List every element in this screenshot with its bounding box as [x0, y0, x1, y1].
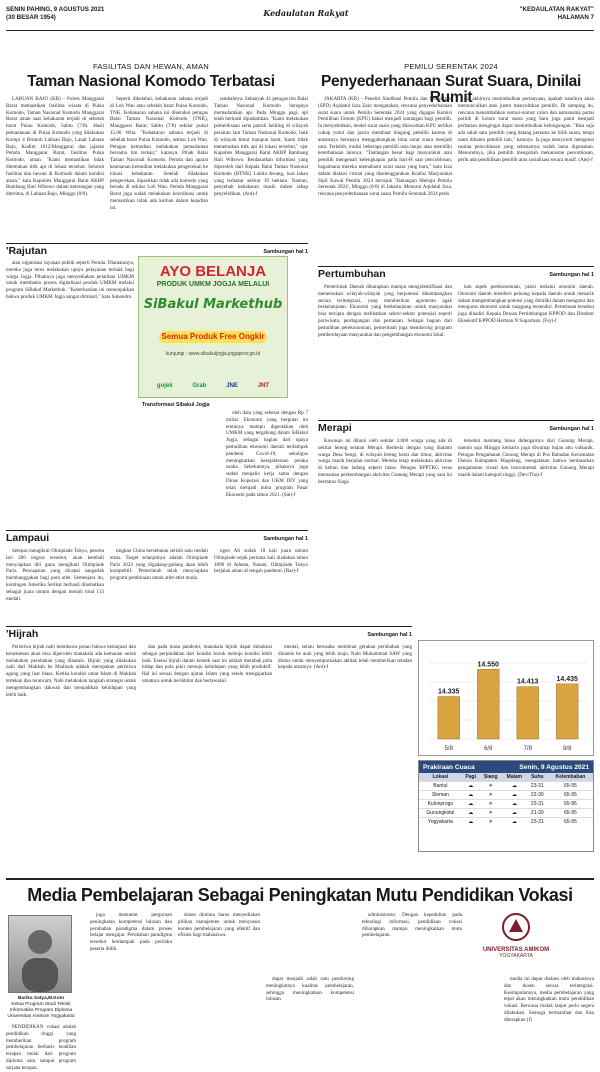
lampaui-col-2 [110, 548, 208, 620]
masthead: Kedaulatan Rakyat [263, 8, 349, 18]
paragraph: tingkan China bersebaran selisih satu medali emas. Target selanjutnya adalah Olimpiade Paris 2024 yang digadang-gadang akan lebih kompetitif. Pemerintah telah menyiapkan program pembinaan untuk atlet-atlet muda. [110, 548, 208, 582]
weather-cell: ☁ [462, 818, 480, 827]
bar [517, 687, 539, 739]
university-name: UNIVERSITAS AMIKOM [482, 947, 550, 953]
bar [438, 697, 460, 739]
section-title: 'Rajutan [6, 244, 48, 257]
header-paper-name: "KEDAULATAN RAKYAT" [519, 6, 594, 13]
left-story-kicker: FASILITAS DAN HEWAN, AMAN [93, 62, 209, 71]
weather-column-header: Pagi [462, 773, 480, 782]
weather-cell: Yogyakarta [419, 818, 462, 827]
bar [477, 669, 499, 739]
weather-cell: ☁ [462, 800, 480, 809]
weather-cell: ☀ [480, 782, 502, 791]
weather-column-header: Malam [502, 773, 527, 782]
weather-cell: ☁ [502, 782, 527, 791]
weather-cell: ☁ [502, 818, 527, 827]
person-icon [9, 916, 71, 992]
paragraph: administrator. Dengan kepedulian pada teknologi informasi, pendidikan vokasi diharapkan mampu meningkatkan mutu pembelajaran. [362, 912, 462, 939]
header-date: SENIN PAHING, 9 AGUSTUS 2021 [6, 6, 105, 13]
paragraph: media ini dapat diakses oleh mahasiswa dan dosen secara terintegrasi. Kesimpulannya, media pembelajaran yang tepat akan meningkatkan mutu pendidikan vokasi. Rencana tindak lanjut perlu segera dilakukan. Semoga bermanfaat dan bisa diterapkan (f) [504, 976, 594, 1023]
exchange-rate-svg [419, 641, 593, 755]
header-rule [6, 30, 594, 31]
weather-column-header: Siang [480, 773, 502, 782]
page-header [6, 6, 594, 32]
section-merapi [318, 420, 594, 433]
weather-cell: 23-31 [527, 800, 548, 809]
vokasi-col-3 [178, 912, 260, 1046]
weather-cell: ☀ [480, 809, 502, 818]
vokasi-col-2 [90, 912, 172, 1046]
weather-date: Senin, 9 Agustus 2021 [519, 763, 589, 771]
merapi-col-1 [318, 438, 452, 626]
paragraph: mental, selalu berusaha membuat gerakan perubahan yang dinamis ke arah yang lebih maju. Nabi Muhammad SAW yang diutus untuk menyempurnakan akhlak telah memberikan teladan kepada umatnya. (Ant)-f [278, 644, 412, 671]
weather-cell: 65-95 [548, 791, 593, 800]
weather-cell: 65-95 [548, 818, 593, 827]
weather-title: Prakiraan Cuaca [423, 763, 475, 771]
paragraph: JAKARTA (KR) - Peneliti Sindikasi Pemilu dan Demokrasi (SPD) Aqidatul Izza Zain mengatakan, rencana penyederhanaan surat suara untuk Pemilu Serentak 2024 yang digagas Komisi Pemilihan Umum (KPU) bakal menjadi tantangan bagi pemilih. Ia menyebutkan, model surat suara yang ditawarkan KPU terlihat cukup rumit dan justru membuat bingung pemilih karena di antaranya berupaya menggabungkan lima surat suara menjadi satu. Terlebih, tradisi beberapa pemilih usia lanjut atau memiliki keterbatasan lainnya. "Tantangan besar bagi masyarakat atau pemilih mengenali kelengkapan pada hari-H saat pencoblosan, bagaimana mereka memahami surat suara yang baru," kata Izza dalam diskusi virtual yang diselenggarakan Koalisi Masyarakat Sipil Kawal Pemilu 2024 bertajuk 'Tantangan Menuju Pemilu Serentak 2024', Minggu (8/8) di Jakarta. Menurut Aqidatul Izza, rencana penyederhanaan surat suara Pemilu Serentak 2024 perlu [318, 96, 452, 198]
rajutan-col-3 [226, 410, 308, 525]
right-story-col-1 [318, 96, 452, 256]
bottom-section-rule [6, 878, 594, 880]
bar [556, 684, 578, 739]
section-title: Lampaui [6, 531, 50, 544]
author-name: Barika Satya,M.Kom [17, 996, 65, 1001]
author-affiliation: Ketua Program Studi Teknik Informatika Program Diploma Universitas Amikom Yogyakarta [7, 1002, 75, 1019]
data-label: 14.435 [556, 675, 578, 683]
weather-cell: ☁ [462, 809, 480, 818]
weather-row [419, 818, 593, 827]
header-date-javanese: (30 BESAR 1954) [6, 14, 56, 22]
pertumbuhan-col-1 [318, 284, 452, 412]
paragraph: oleh data yang sebesar dengan Rp 7 miliar. Ekonomi yang berputar itu tentunya mampu digerakkan oleh UMKM yang tergabung dalam SiBakul Jogja, sebagai bagian dari upaya pemulihan ekonomi daerah terdampak pandemi Covid-19, sekaligus meningkatkan kesejahteraan pelaku usaha. Sebelumnya, pihaknya juga sudah menjalin kerja sama dengan Dinas Koperasi dan UKM DIY yang telah menjadi mitra program Pasar Ekonomi pada tahun 2021. (Sal)-f [226, 410, 308, 498]
paragraph: Peristiwa hijrah nabi membawa pesan bahwa kemajuan dan kesuksesan akan bisa diperoleh manakala ada kemauan untuk melakukan perubahan yang dinamis. Hijrah yang dilakukan nabi dari Makkah ke Madinah adalah merupakan peristiwa agung yang luar biasa. Ketika kondisi umat Islam di Makkah tertekan dan terancam, Nabi melakukan langkah strategis untuk mengembangkan dakwah dan menjadikan kehidupan yang lebih baik. [6, 644, 136, 698]
weather-cell: Kulonprogo [419, 800, 462, 809]
section-hijrah [6, 626, 412, 639]
left-story-col-3 [214, 96, 308, 246]
gojek-logo: gojek [156, 383, 173, 389]
weather-column-header: Kelembaban [548, 773, 593, 782]
data-label: 14.550 [477, 661, 499, 669]
rajutan-col-1 [6, 260, 134, 525]
left-story-col-2 [110, 96, 208, 246]
author-byline [6, 996, 76, 1020]
vokasi-headline: Media Pembelajaran Sebagai Peningkatan Mutu Pendidikan Vokasi [27, 885, 573, 905]
spacer [292, 260, 308, 264]
weather-cell: ☁ [502, 791, 527, 800]
paragraph: ngen AS sudah 18 kali juara umum Olimpiade sejak pertama kali diadakan tahun 1896 di Athena, Yunani. Olimpiade Tokyo berjalan aman di tengah pandemi. (Rar)-f [214, 548, 308, 575]
paragraph: Selepas mengikuti Olimpiade Tokyo, peserta lari 206 negara tersebut, akan kembali menyiapkan diri guna mengikuti Olimpiade Paris. Pencapaian yang dicapai sangatlah membanggakan bagi para atlet. Semenjara itu, kontingen Amerika Serikat berhasil dinobatkan sebagai juara umum dengan meraih total 113 medali. [6, 548, 104, 602]
ad-caption: Transformasi Sibakul Jogja [142, 402, 210, 408]
continued-label: Sambungan hal 1 [549, 271, 594, 278]
ad-url: kunjungi : www.sibakuljogja.jogjaprov.go.id [165, 351, 261, 357]
section-lampaui [6, 530, 308, 543]
data-label: 14.413 [517, 678, 539, 686]
weather-header [419, 761, 593, 773]
hijrah-col-2 [142, 644, 272, 872]
weather-body [419, 782, 593, 827]
lampaui-col-3 [214, 548, 308, 620]
exchange-rate-chart [418, 640, 594, 756]
tick-label: 5/8 [444, 746, 453, 752]
left-story-col-1 [6, 96, 104, 246]
tick-label: 6/8 [484, 746, 493, 752]
weather-cell: 65-95 [548, 809, 593, 818]
paragraph: tambahnya. Sebanyak 41 petugas tim Balai Taman Nasional Komodo berupaya memadamkan api. Pada Minggu pagi, api telah berhasil dipadamkan. "Kami melakukan pemeriksaan serta patroli keliling di wilayah perairan laut Taman Nasional Komodo, baik di wilayah timur maupun barat. Kami tidak menemukan titik api di lokasi tersebut," ujar Kapolres Manggarai Barat AKBP Bambang Hari Wibowo. Berdasarkan informasi yang diperoleh dari Kepala Balai Taman Nasional Komodo (BTNK) Lukita Awang, luas lahan yang terbakar sekitar 10 hektare. Namun, penyebab kebakaran masih dalam tahap penyelidikan. (Ant)-f [214, 96, 308, 198]
right-story-kicker: PEMILU SERENTAK 2024 [404, 62, 498, 71]
sibakul-advertisement [138, 256, 288, 398]
paragraph: tersebut memang biasa didengarnya dari Gunung Merapi, namun saja Minggu kemarin juga diwarnai hujan abu vulkanik. Petugas Pengamatan Gunung Merapi di Pos Babadan Kecamatan Dukun Kabupaten Magelang, mengatakan bahwa berdasarkan pengamatan visual dan instrumental aktivitas Gunung Merapi masih dalam kategori tinggi. (Dev/Tha)-f [458, 438, 594, 478]
vokasi-col-5 [362, 912, 462, 1046]
continued-label: Sambungan hal 1 [263, 535, 308, 542]
weather-cell: 23-31 [527, 818, 548, 827]
weather-cell: ☁ [462, 791, 480, 800]
ad-free-shipping: Semua Produk Free Ongkir [159, 331, 267, 343]
weather-cell: ☀ [480, 791, 502, 800]
university-city: YOGYAKARTA [499, 953, 533, 959]
paragraph: atau organisasi layanan publik seperti Pemda. Diantaranya, mereka juga terus melakukan upaya pelayanan terbaik bagi warga Jogja. Pihaknya juga menyediakan pelatihan UMKM untuk membantu proses digitalisasi produk UMKM melalui program SiBakul Markethub. "Keberhasilan ini menunjukkan bahwa produk UMKM Jogja sangat diminati," kata Suhendro. [6, 260, 134, 300]
grab-logo: Grab [192, 383, 207, 389]
weather-cell: 21-30 [527, 809, 548, 818]
weather-table [419, 773, 593, 826]
weather-column-header: Suhu [527, 773, 548, 782]
weather-cell: 65-95 [548, 800, 593, 809]
right-story-col-2 [458, 96, 594, 256]
continued-label: Sambungan hal 1 [263, 248, 308, 255]
paragraph: dan pada masa pandemi, manakala hijrah dapat dimaknai sebagai perpindahan dari kondisi buruk menuju kondisi lebih baik. Esensi hijrah dalam kontek saat ini adalah merubah pola hidup dan pola pikir menuju kehidupan yang lebih produktif. Hal ini sesuai dengan ajaran Islam yang selalu mengajarkan umatnya untuk berikhtiar dan bertawakal. [142, 644, 272, 684]
header-left [6, 6, 104, 23]
weather-cell: ☁ [502, 809, 527, 818]
vokasi-col-6 [504, 976, 594, 1046]
amikom-logo [476, 912, 556, 972]
section-title: 'Hijrah [6, 627, 39, 640]
university-crest-icon [501, 912, 531, 942]
weather-cell: ☀ [480, 818, 502, 827]
section-rajutan [6, 243, 308, 256]
paragraph: Kawasan ini dihuni oleh sekitar 3.000 warga yang ada di sekitar lereng selatan Merapi. Berbeda dengan yang dialami warga Desa Sengi, di wilayah lereng barat dan timur, aktivitas warga masih berjalan normal. Mereka tetap melakukan aktivitas di kebun dan ladang seperti biasa. Petugas BPPTKG terus memantau perkembangan aktivitas Gunung Merapi yang saat ini berstatus Siaga. [318, 438, 452, 485]
weather-head-row [419, 773, 593, 782]
weather-cell: 23-31 [527, 782, 548, 791]
ad-brand: SiBakul Markethub [143, 297, 283, 312]
weather-cell: Bantul [419, 782, 462, 791]
lampaui-col-1 [6, 548, 104, 620]
jnt-logo: JNT [257, 383, 270, 389]
merapi-col-2 [458, 438, 594, 626]
weather-cell: ☁ [502, 800, 527, 809]
paragraph: juga menuntut perguruan peningkatan kompetensi lulusan dan perubahan paradigma dalam proses belajar mengajar. Perubahan paradigma tersebut berdampak pada perilaku peserta didik. [90, 912, 172, 952]
weather-cell: Gunungkidul [419, 809, 462, 818]
weather-row [419, 782, 593, 791]
paragraph: dapat menjadi salah satu pendorong meningkatnya kualitas pembelajaran, sehingga meningkatkan kompetensi lulusan. [266, 976, 354, 1003]
paragraph: dosen diminta harus menyediakan pilihan manajemen untuk menyusun konten pembelajaran yang efektif dan efisien bagi mahasiswa. [178, 912, 260, 939]
hijrah-col-1 [6, 644, 136, 872]
weather-cell: 22-30 [527, 791, 548, 800]
paragraph: PENDIDIKAN vokasi adalah pendidikan tinggi yang memberikan program pembelajaran berbasis keahlian terapan mulai dari program diploma satu sampai program sarjana terapan. [6, 1024, 76, 1071]
right-story-headline: Penyederhanaan Surat Suara, Dinilai Rumit [321, 73, 581, 106]
weather-row [419, 800, 593, 809]
weather-column-header: Lokasi [419, 773, 462, 782]
ad-partner-logos [147, 383, 279, 389]
pertumbuhan-col-2 [458, 284, 594, 412]
paragraph: dia akhirnya menimbulkan pertanyaan, apakah nantinya akan memunculkan atau justru menyulitkan pemilih. Di samping itu, rencana menambahkan nomor-nomor calon dan namanama partai politik di kolom surat suara yang baru juga patut menjadi perhatian mengingat dapat menimbulkan kebingungan. "Bisa saja ada salah satu pemilih yang datang pertama ke bilik suara, tetapi nanti dibantu pemilih lain," katanya. Ia juga menyoroti mengenai usulan pencoblosan yang sebenarnya sudah lama digunakan. Menurutnya, jika pemilih mengubah mekanisme pencoblosan, perlu ada pendidikan pemilih atau sosialisasi secara masif. (Ant)-f [458, 96, 594, 164]
section-pertumbuhan [318, 266, 594, 279]
weather-cell: ☀ [480, 800, 502, 809]
ad-headline: AYO BELANJA [159, 263, 267, 280]
weather-cell: 65-95 [548, 782, 593, 791]
paragraph: Pemerintah Daerah diharapkan mampu mengidentifikasi dan menemukan wilayah-wilayah yang berpotensi dikembangkan secara terintegrasi, yang memberikan agomeran agak berkelanjutan. Ekonomi yang berkelanjutan untuk masyarakat bisa tercipta dengan melibatkan sektor-sektor potensial seperti pariwisata, perdagangan dan pertanian. Sebagai bagian dari pemulihan perekonomian, pemerintah juga mendorong program pemberdayaan masyarakat dan pengembangan ekonomi lokal. [318, 284, 452, 338]
continued-label: Sambungan hal 1 [367, 631, 412, 638]
section-title: Pertumbuhan [318, 267, 386, 280]
weather-row [419, 791, 593, 800]
tick-label: 7/8 [523, 746, 532, 752]
paragraph: lam aspek perekonomian, yakni melalui otonomi daerah. Otonomi daerah memberi peluang kepada daerah untuk menarik dalam mengembangkan potensi yang dimiliki dalam mengatur dan mengurus ekonomi untuk tanggung tersendiri. Pertemuan tersebut juga dihadiri Kepala Dewan Pertimbangan KPPOD dan Direktur Eksekutif KPPOD Herman N Suparman. (Fsy)-f [458, 284, 594, 324]
continued-label: Sambungan hal 1 [549, 425, 594, 432]
data-label: 14.335 [438, 688, 460, 696]
vokasi-col-4 [266, 976, 354, 1046]
ad-subheadline: PRODUK UMKM JOGJA MELALUI [156, 281, 270, 288]
jne-logo: JNE [226, 383, 238, 389]
left-story-headline: Taman Nasional Komodo Terbatasi [27, 73, 275, 90]
weather-forecast [418, 760, 594, 852]
paragraph: LABUAN BAJO (KR) - Polres Manggarai Barat memastikan fasilitas wisata di Pulau Komodo, Taman Nasional Komodo Manggarai Barat aman saat kebakaran terjadi di sebelah barat Pulau Komodo, Sabtu (7/8). Hasil pemantauan di Pulau Komodo yang dilakukan Kompi 4 Brimob Labuan Bajo, Lanal Labuan Bajo, Kodim 1612/Manggarai dan jajaran Pemda Manggarai Barat, fasilitas Pulau Komodo, aman. "Kami memastikan tidak ditemukan titik api di lokasi tersebut. Seluruh fasilitas dan hewan di Komodo dalam kondisi aman," kata Kapolres Manggarai Barat AKBP Bambang Hari Wibowo dalam keterangan yang diterima, di Labuan Bajo, Minggu (8/8). [6, 96, 104, 198]
weather-cell: ☁ [462, 782, 480, 791]
header-right [520, 6, 594, 23]
weather-cell: Sleman [419, 791, 462, 800]
vokasi-col-1 [6, 1024, 76, 1071]
weather-row [419, 809, 593, 818]
author-photo [8, 915, 72, 993]
paragraph: Seperti diketahui, kebakaran sabana terjadi di Loh Wau atau sebelah barat Pulau Komodo, TNK. Kebakaran sabana ini diketahui petugas Balai Taman Nasional Komodo (TNK), Manggarai Barat, Sabtu (7/8) sekitar pukul 15.00 Wita. "Kebakaran sabana terjadi di sebelah barat Pulau Komodo, sekitar Loh Wau. Petugas kemudian melakukan pemadaman bersama tim terkait," katanya. Pihak Balai Taman Nasional Komodo, Pemda dan aparat keamanan kemudian melakukan pengecekan ke lokasi kebakaran. Setelah dilakukan pengecekan, dipastikan tidak ada komodo yang berada di sekitar Loh Wau. Pemda Manggarai Barat juga sudah melakukan koordinasi untuk memastikan tidak ada korban dalam kejadian ini. [110, 96, 208, 211]
section-title: Merapi [318, 421, 352, 434]
hijrah-col-3 [278, 644, 412, 872]
header-page-number: HALAMAN 7 [557, 14, 594, 22]
tick-label: 8/8 [563, 746, 572, 752]
